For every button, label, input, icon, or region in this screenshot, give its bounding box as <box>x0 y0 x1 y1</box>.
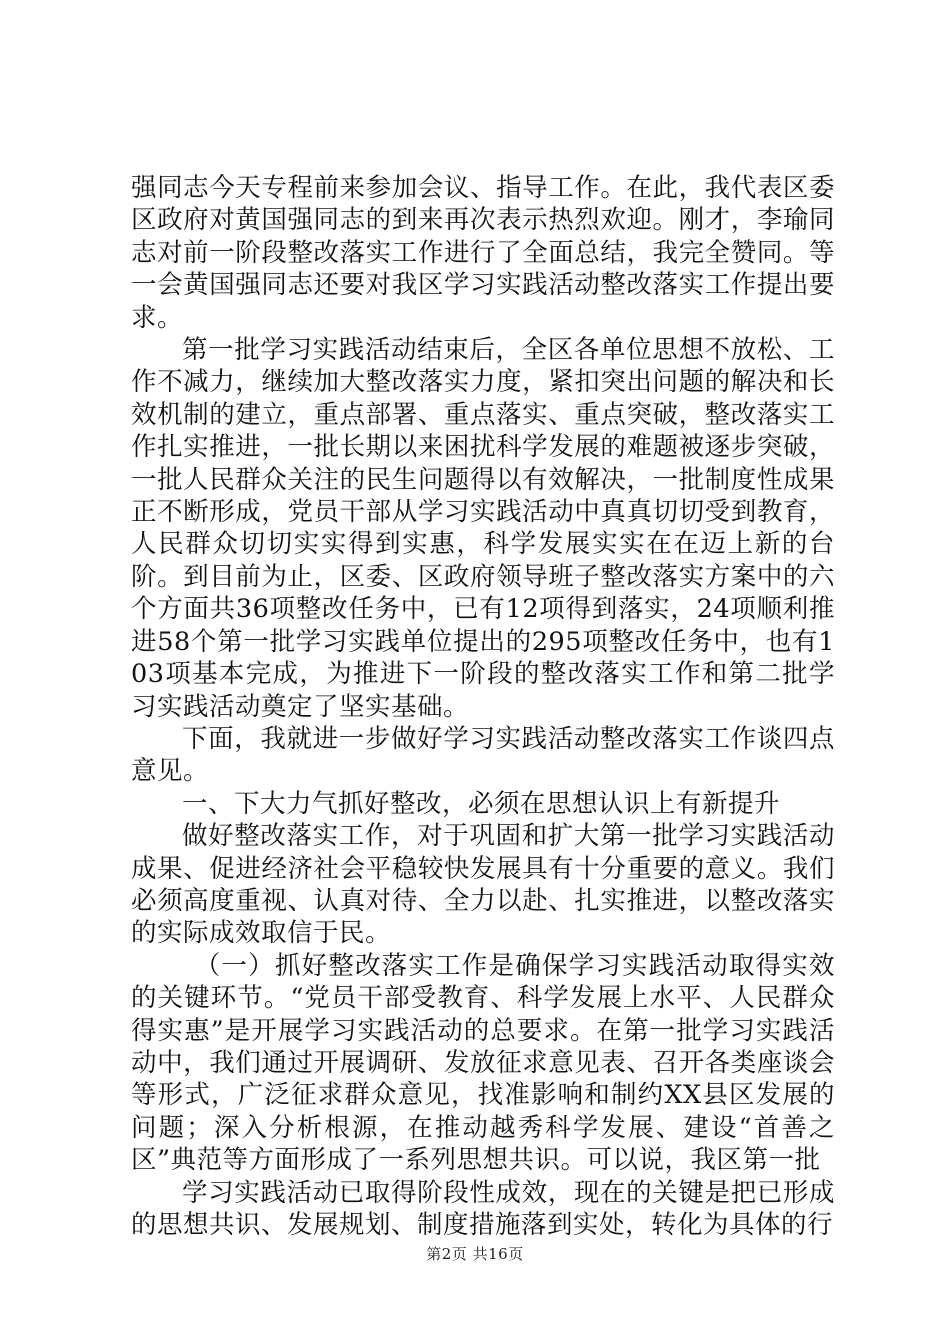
paragraph-subsection-one: （一）抓好整改落实工作是确保学习实践活动取得实效的关键环节。“党员干部受教育、科学发展上水平、人民群众得实惠”是开展学习实践活动的总要求。在第一批学习实践活动中，我们通过开展调研、发放征求意见表、召开各类座谈会等形式，广泛征求群众意见，找准影响和制约XX县区发展的问题；深入分析根源，在推动越秀科学发展、建设“首善之区”典范等方面形成了一系列思想共识。可以说，我区第一批 <box>131 950 835 1176</box>
section-heading-one: 一、下大力气抓好整改，必须在思想认识上有新提升 <box>182 788 781 819</box>
page-footer: 第2页 共16页 <box>426 1245 524 1263</box>
paragraph-progress-summary: 第一批学习实践活动结束后，全区各单位思想不放松、工作不减力，继续加大整改落实力度，紧扣突出问题的解决和长效机制的建立，重点部署、重点落实、重点突破，整改落实工作扎实推进，一批长期以来困扰科学发展的难题被逐步突破，一批人民群众关注的民生问题得以有效解决，一批制度性成果正不断形成，党员干部从学习实践活动中真真切切受到教育，人民群众切切实实得到实惠，科学发展实实在在迈上新的台阶。到目前为止，区委、区政府领导班子整改落实方案中的六个方面共36项整改任务中，已有12项得到落实，24项顺利推进58个第一批学习实践单位提出的295项整改任务中，也有103项基本完成，为推进下一阶段的整改落实工作和第二批学习实践活动奠定了坚实基础。 <box>131 335 835 722</box>
document-body <box>131 172 835 1241</box>
paragraph-opening: 强同志今天专程前来参加会议、指导工作。在此，我代表区委区政府对黄国强同志的到来再次表示热烈欢迎。刚才，李瑜同志对前一阶段整改落实工作进行了全面总结，我完全赞同。等一会黄国强同志还要对我区学习实践活动整改落实工作提出要求。 <box>131 173 835 333</box>
paragraph-continuation: 学习实践活动已取得阶段性成效，现在的关键是把已形成的思想共识、发展规划、制度措施落到实处，转化为具体的行 <box>131 1177 835 1240</box>
paragraph-significance: 做好整改落实工作，对于巩固和扩大第一批学习实践活动成果、促进经济社会平稳较快发展具有十分重要的意义。我们必须高度重视、认真对待、全力以赴、扎实推进，以整改落实的实际成效取信于民。 <box>131 821 835 949</box>
paragraph-four-opinions: 下面，我就进一步做好学习实践活动整改落实工作谈四点意见。 <box>131 723 835 787</box>
